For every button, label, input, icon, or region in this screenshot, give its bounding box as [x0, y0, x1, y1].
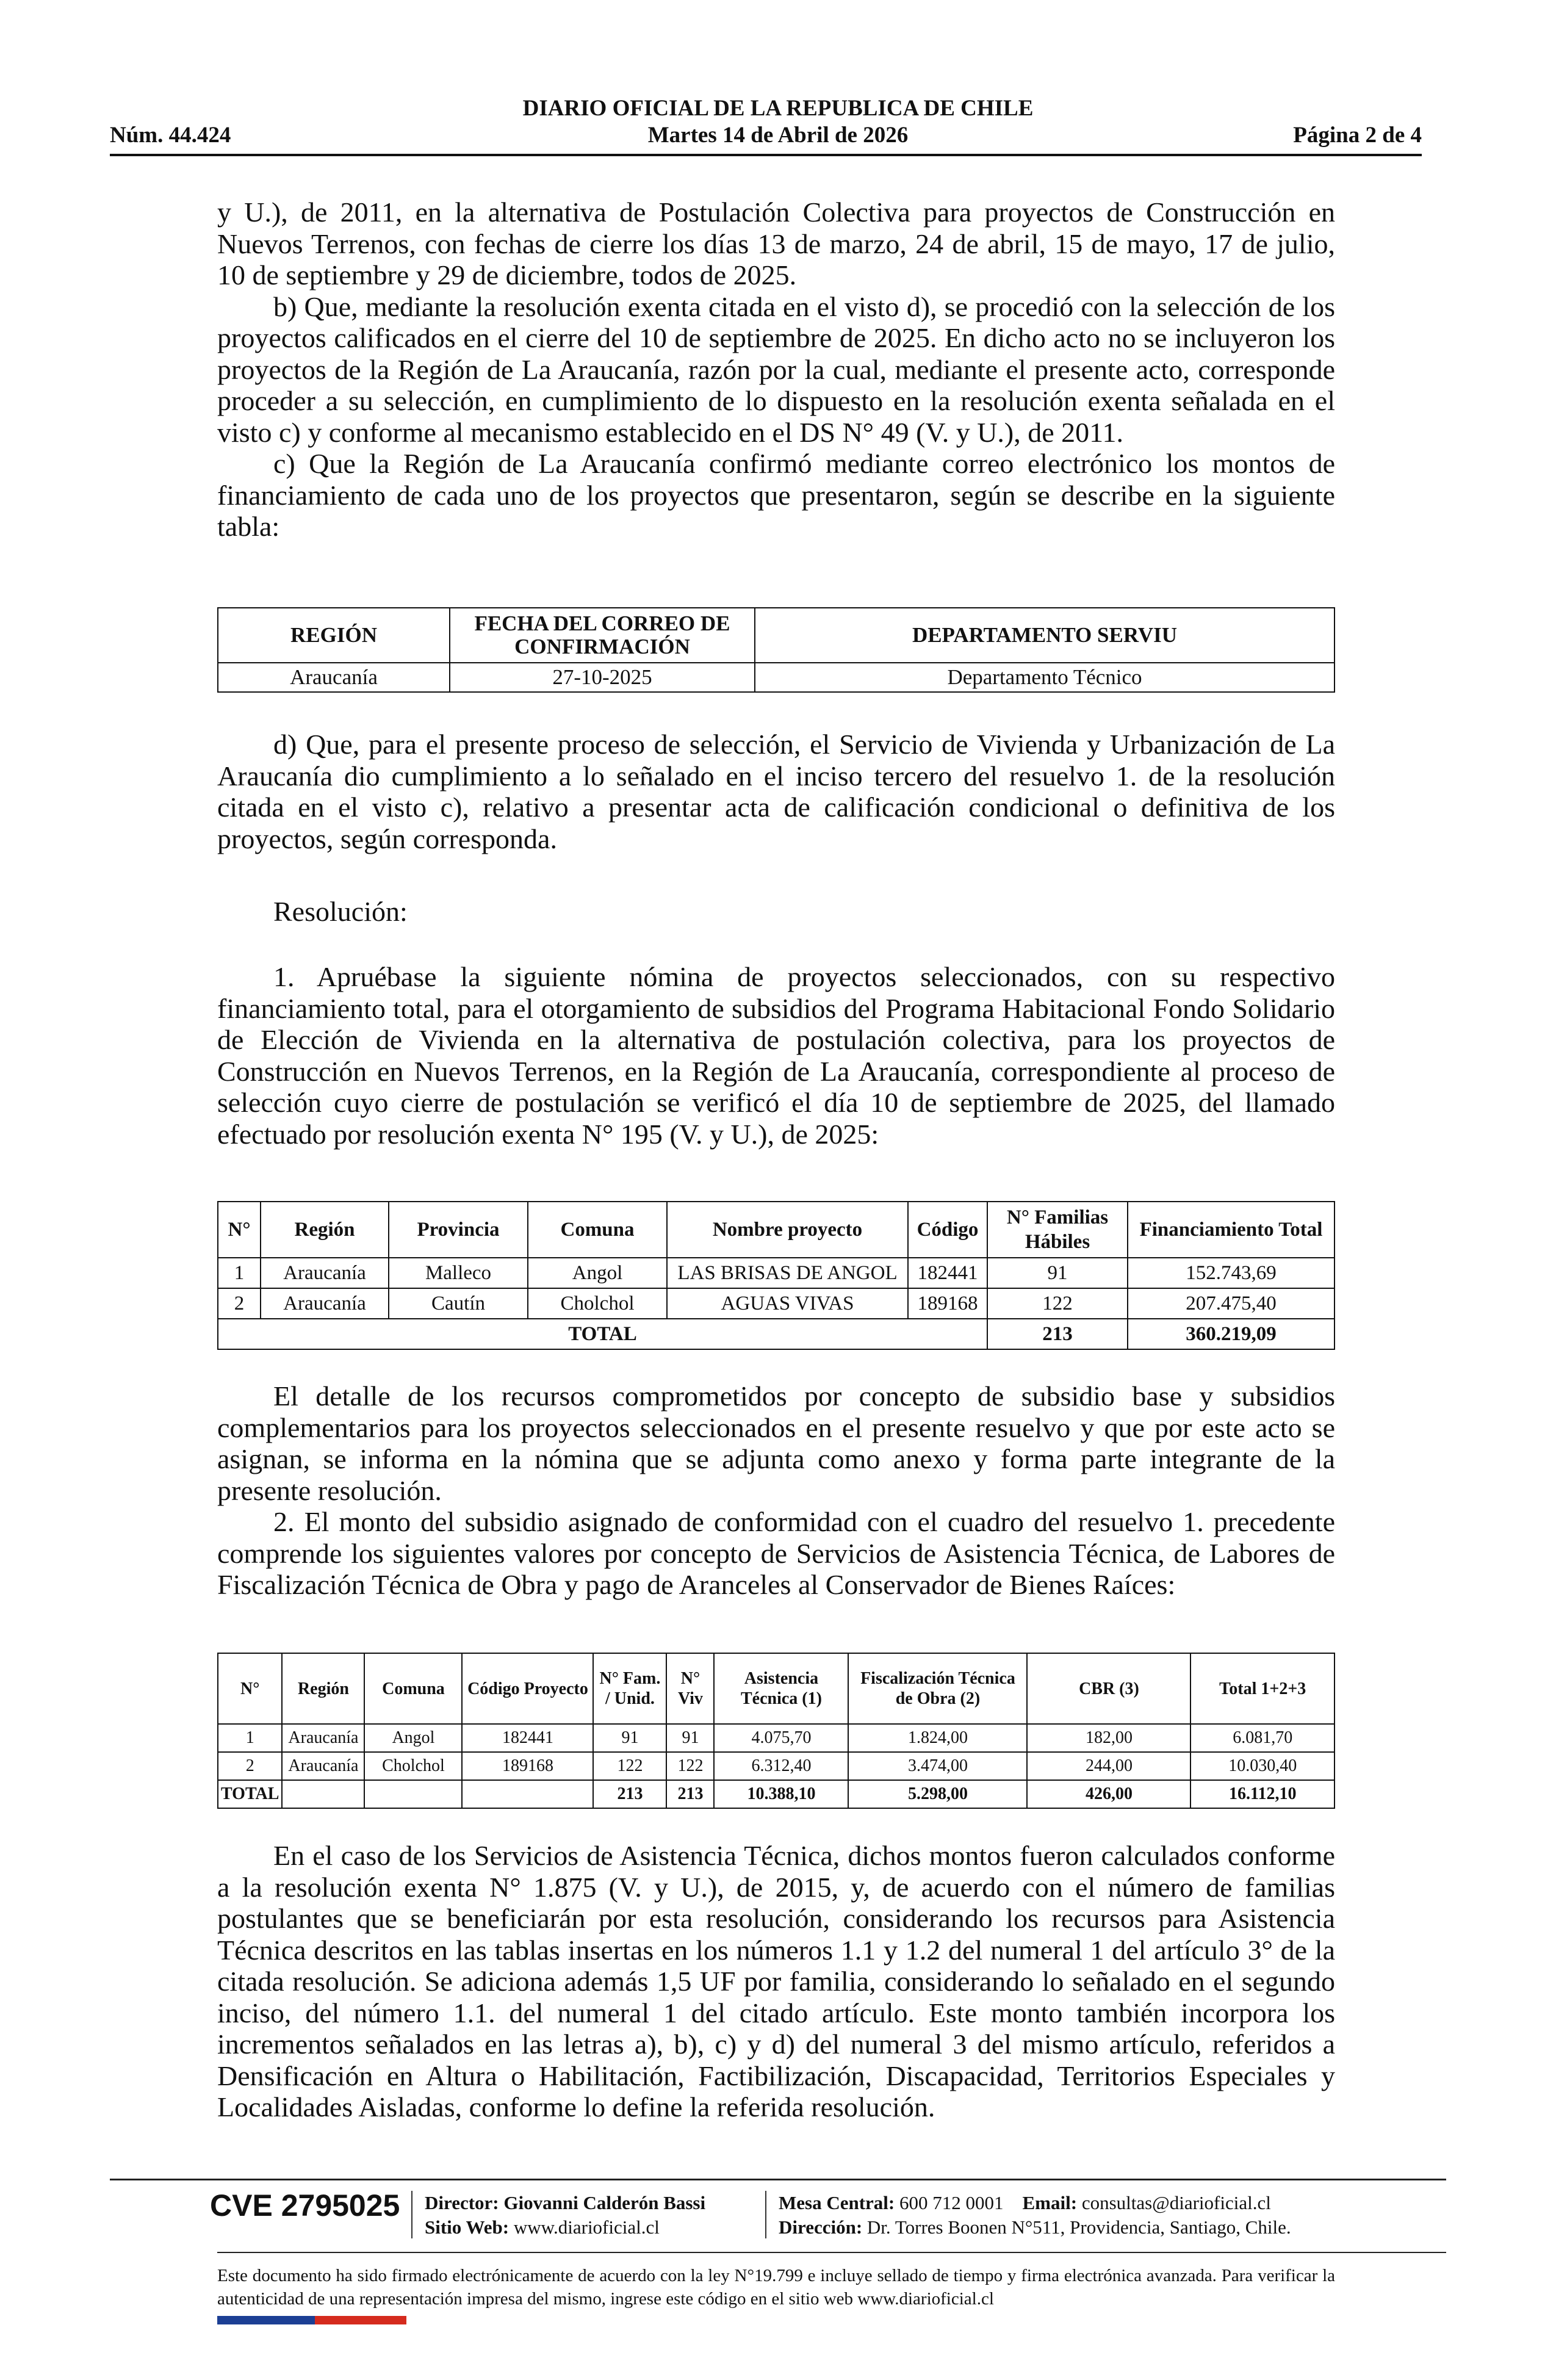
table-total-row — [218, 1319, 1334, 1349]
t2-cell: Araucanía — [261, 1288, 389, 1319]
t2-cell: 182441 — [908, 1258, 987, 1288]
t3-cell: 6.312,40 — [714, 1752, 848, 1780]
site-label: Sitio Web: — [425, 2216, 510, 2238]
t3-cell: 1.824,00 — [848, 1724, 1027, 1752]
header-rule — [110, 154, 1422, 156]
paragraph-resuelvo-1: 1. Apruébase la siguiente nómina de proyectos seleccionados, con su respectivo financiamiento total, para el otorgamiento de subsidios del Programa Habitacional Fondo Solidario de Elección de Vivienda en la alternativa de postulación colectiva, para los proyectos de Construcción en Nuevos Terrenos, en la Región de La Araucanía, correspondiente al proceso de selección cuyo cierre de postulación se verificó el día 10 de septiembre de 2025, del llamado efectuado por resolución exenta N° 195 (V. y U.), de 2025: — [217, 961, 1335, 1150]
t3-cell: 91 — [666, 1724, 714, 1752]
paragraph-d: d) Que, para el presente proceso de selección, el Servicio de Vivienda y Urbanización de La Araucanía dio cumplimiento a lo señalado en el inciso tercero del resuelvo 1. de la resolución citada en el visto c), relativo a presentar acta de calificación condicional o definitiva de los proyectos, según corresponda. — [217, 729, 1335, 854]
page-number: Página 2 de 4 — [1293, 123, 1422, 148]
t3-cell: 10.030,40 — [1190, 1752, 1334, 1780]
t3-header: Código Proyecto — [462, 1653, 593, 1724]
newspaper-title: DIARIO OFICIAL DE LA REPUBLICA DE CHILE — [522, 96, 1034, 121]
body-text-detail — [217, 1380, 1335, 1601]
paragraph-detail: El detalle de los recursos comprometidos por concepto de subsidio base y subsidios complementarios para los proyectos seleccionados en el presente resuelvo y que por este acto se asignan, se informa en la nómina que se adjunta como anexo y forma parte integrante de la presente resolución. — [217, 1380, 1335, 1506]
t2-cell: 189168 — [908, 1288, 987, 1319]
body-text-resolution — [217, 896, 1335, 928]
t1-header-date: FECHA DEL CORREO DE CONFIRMACIÓN — [450, 608, 755, 663]
t3-cell: 1 — [218, 1724, 282, 1752]
footer-director-block — [425, 2191, 705, 2240]
footer-contact-block — [779, 2191, 1291, 2240]
paragraph-b: b) Que, mediante la resolución exenta citada en el visto d), se procedió con la selección de los proyectos calificados en el cierre del 10 de septiembre de 2025. En dicho acto no se incluyeron los proyectos de la Región de La Araucanía, razón por la cual, mediante el presente acto, corresponde proceder a su selección, en cumplimiento de lo dispuesto en la resolución exenta señalada en el visto c) y conforme al mecanismo establecido en el DS N° 49 (V. y U.), de 2011. — [217, 290, 1335, 448]
issue-number: Núm. 44.424 — [110, 123, 231, 148]
technical-assistance-table — [217, 1653, 1335, 1809]
selected-projects-table — [217, 1201, 1335, 1350]
t2-header-commune: Comuna — [528, 1202, 667, 1258]
t1-cell-region: Araucanía — [218, 663, 450, 692]
director-label: Director: — [425, 2192, 499, 2213]
t3-total-cell: 5.298,00 — [848, 1780, 1027, 1808]
t3-cell: 4.075,70 — [714, 1724, 848, 1752]
body-text-bottom — [217, 1840, 1335, 2123]
t3-header: CBR (3) — [1027, 1653, 1190, 1724]
footer-divider — [411, 2191, 412, 2238]
t2-cell: Cholchol — [528, 1288, 667, 1319]
cve-code: CVE 2795025 — [210, 2188, 400, 2223]
t2-header-project: Nombre proyecto — [667, 1202, 908, 1258]
email-link[interactable]: consultas@diarioficial.cl — [1081, 2192, 1271, 2213]
address-text: Dr. Torres Boonen N°511, Providencia, Santiago, Chile. — [866, 2216, 1291, 2238]
t3-total-cell — [364, 1780, 462, 1808]
body-text-resuelvo-1 — [217, 961, 1335, 1150]
site-link[interactable]: www.diarioficial.cl — [513, 2216, 660, 2238]
paragraph-c: c) Que la Región de La Araucanía confirmó mediante correo electrónico los montos de financiamiento de cada uno de los proyectos que presentaron, según se describe en la siguiente tabla: — [217, 448, 1335, 542]
address-label: Dirección: — [779, 2216, 863, 2238]
t3-total-cell: 426,00 — [1027, 1780, 1190, 1808]
t3-header: Comuna — [364, 1653, 462, 1724]
issue-date: Martes 14 de Abril de 2026 — [647, 123, 909, 148]
t2-cell: Angol — [528, 1258, 667, 1288]
paragraph-resuelvo-2: 2. El monto del subsidio asignado de conformidad con el cuadro del resuelvo 1. precedente comprende los siguientes valores por concepto de Servicios de Asistencia Técnica, de Labores de Fiscalización Técnica de Obra y pago de Aranceles al Conservador de Bienes Raíces: — [217, 1506, 1335, 1600]
t3-cell: 2 — [218, 1752, 282, 1780]
table-row — [218, 1752, 1334, 1780]
t3-cell: 122 — [666, 1752, 714, 1780]
table-total-row — [218, 1780, 1334, 1808]
body-text-top — [217, 197, 1335, 543]
t2-header-code: Código — [908, 1202, 987, 1258]
t3-total-cell: 16.112,10 — [1190, 1780, 1334, 1808]
t3-header: N° Viv — [666, 1653, 714, 1724]
t3-total-cell: TOTAL — [218, 1780, 282, 1808]
t3-total-cell — [282, 1780, 364, 1808]
t1-header-dept: DEPARTAMENTO SERVIU — [755, 608, 1334, 663]
t3-header: Total 1+2+3 — [1190, 1653, 1334, 1724]
table-row — [218, 663, 1334, 692]
t2-cell: 152.743,69 — [1128, 1258, 1334, 1288]
paragraph-technical-assistance: En el caso de los Servicios de Asistencia Técnica, dichos montos fueron calculados conforme a la resolución exenta N° 1.875 (V. y U.), de 2015, y, de acuerdo con el número de familias postulantes que se beneficiarán por esta resolución, considerando los recursos para Asistencia Técnica descritos en las tablas insertas en los números 1.1 y 1.2 del numeral 1 del artículo 3° de la citada resolución. Se adiciona además 1,5 UF por familia, considerando lo señalado en el segundo inciso, del número 1.1. del numeral 1 del citado artículo. Este monto también incorpora los incrementos señalados en las letras a), b), c) y d) del numeral 3 del mismo artículo, referidos a Densificación en Altura o Habilitación, Factibilización, Discapacidad, Territorios Especiales y Localidades Aisladas, conforme lo define la referida resolución. — [217, 1840, 1335, 2122]
flag-bar-red — [315, 2316, 406, 2324]
t2-total-financing: 360.219,09 — [1128, 1319, 1334, 1349]
legal-notice: Este documento ha sido firmado electrónicamente de acuerdo con la ley N°19.799 e incluye sellado de tiempo y firma electrónica avanzada. Para verificar la autenticidad de una representación impresa del mismo, ingrese este código en el sitio web www.diarioficial.cl — [217, 2266, 1335, 2309]
t3-cell: Araucanía — [282, 1752, 364, 1780]
t2-cell: Cautín — [389, 1288, 528, 1319]
t2-cell: 1 — [218, 1258, 261, 1288]
t2-total-label: TOTAL — [218, 1319, 987, 1349]
t2-cell: 91 — [987, 1258, 1128, 1288]
t3-total-cell — [462, 1780, 593, 1808]
t3-cell: 182441 — [462, 1724, 593, 1752]
t3-cell: Angol — [364, 1724, 462, 1752]
mesa-label: Mesa Central: — [779, 2192, 895, 2213]
t3-total-cell: 10.388,10 — [714, 1780, 848, 1808]
t3-header: Asistencia Técnica (1) — [714, 1653, 848, 1724]
t1-header-region: REGIÓN — [218, 608, 450, 663]
t2-cell: 122 — [987, 1288, 1128, 1319]
t3-header: N° — [218, 1653, 282, 1724]
t3-header: N° Fam. / Unid. — [593, 1653, 666, 1724]
t3-header: Región — [282, 1653, 364, 1724]
footer-rule-2 — [217, 2252, 1446, 2253]
email-label: Email: — [1022, 2192, 1078, 2213]
t2-total-families: 213 — [987, 1319, 1128, 1349]
t2-header-province: Provincia — [389, 1202, 528, 1258]
t3-cell: Cholchol — [364, 1752, 462, 1780]
t3-cell: 189168 — [462, 1752, 593, 1780]
t3-total-cell: 213 — [666, 1780, 714, 1808]
t2-cell: 2 — [218, 1288, 261, 1319]
flag-bar-blue — [217, 2316, 315, 2324]
footer-divider — [765, 2191, 766, 2238]
t2-header-financing: Financiamiento Total — [1128, 1202, 1334, 1258]
t2-cell: LAS BRISAS DE ANGOL — [667, 1258, 908, 1288]
paragraph-a-cont: y U.), de 2011, en la alternativa de Postulación Colectiva para proyectos de Construcción en Nuevos Terrenos, con fechas de cierre los días 13 de marzo, 24 de abril, 15 de mayo, 17 de julio, 10 de septiembre y 29 de diciembre, todos de 2025. — [217, 197, 1335, 290]
t3-cell: Araucanía — [282, 1724, 364, 1752]
t3-cell: 3.474,00 — [848, 1752, 1027, 1780]
table-row — [218, 1724, 1334, 1752]
t2-header-num: N° — [218, 1202, 261, 1258]
t3-cell: 91 — [593, 1724, 666, 1752]
t3-header: Fiscalización Técnica de Obra (2) — [848, 1653, 1027, 1724]
director-name: Giovanni Calderón Bassi — [503, 2192, 706, 2213]
t2-cell: 207.475,40 — [1128, 1288, 1334, 1319]
t3-total-cell: 213 — [593, 1780, 666, 1808]
t2-header-region: Región — [261, 1202, 389, 1258]
resolution-heading: Resolución: — [273, 896, 408, 927]
mesa-phone: 600 712 0001 — [899, 2192, 1004, 2213]
confirmation-table — [217, 607, 1335, 693]
t3-cell: 6.081,70 — [1190, 1724, 1334, 1752]
table-row — [218, 1258, 1334, 1288]
body-text-middle — [217, 729, 1335, 854]
t1-cell-dept: Departamento Técnico — [755, 663, 1334, 692]
t3-cell: 244,00 — [1027, 1752, 1190, 1780]
t2-cell: AGUAS VIVAS — [667, 1288, 908, 1319]
t2-cell: Araucanía — [261, 1258, 389, 1288]
t2-cell: Malleco — [389, 1258, 528, 1288]
footer-rule — [110, 2179, 1446, 2180]
t1-cell-date: 27-10-2025 — [450, 663, 755, 692]
t3-cell: 122 — [593, 1752, 666, 1780]
t3-cell: 182,00 — [1027, 1724, 1190, 1752]
t2-header-families: N° Familias Hábiles — [987, 1202, 1128, 1258]
table-row — [218, 1288, 1334, 1319]
